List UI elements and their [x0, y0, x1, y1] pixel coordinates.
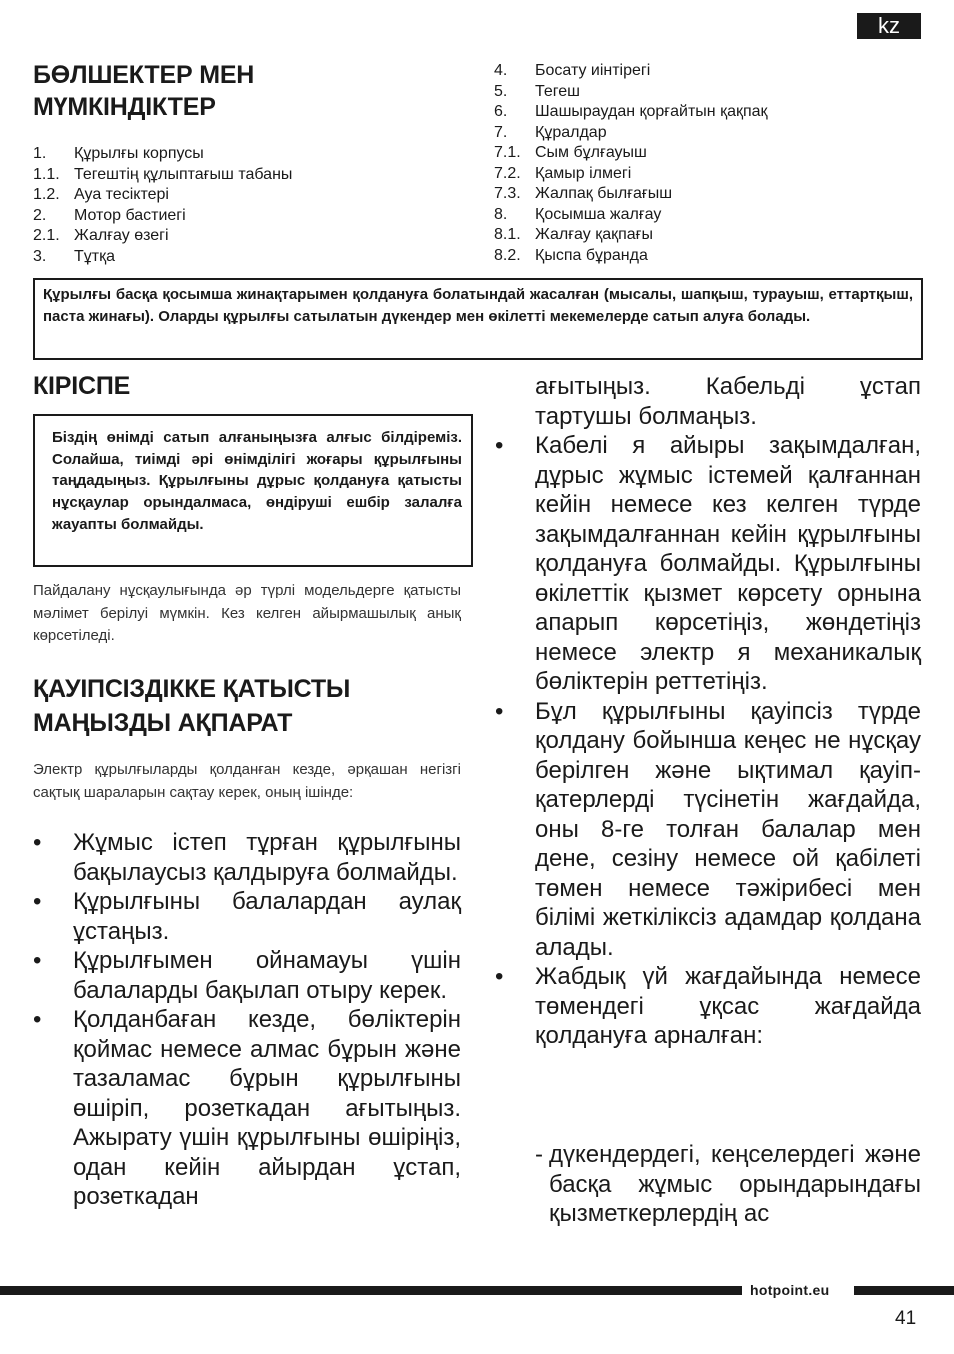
bullet-text: Құрылғыны балалардан аулақ ұстаңыз. — [73, 888, 461, 945]
bullet-item — [33, 887, 461, 946]
part-label: Жалпақ былғағыш — [535, 185, 673, 202]
footer-site-link[interactable]: hotpoint.eu — [750, 1282, 830, 1298]
bullet-marker: • — [495, 963, 504, 990]
part-item — [33, 206, 292, 227]
part-label: Шашыраудан қорғайтын қақпақ — [535, 103, 768, 120]
bullet-marker: • — [495, 432, 504, 459]
bullet-item — [495, 697, 921, 963]
bullet-text: Бұл құрылғыны қауіпсіз түрде қолдану бойынша кеңес не нұсқау берілген және ықтимал қауіп-қатерлерді түсінетін жағдайда, оны 8-ге толған балалар мен дене, сезіну немесе ой қабілеті төмен немесе тәжірибесі мен білімі жеткіліксіз адамдар қолдана алады. — [535, 697, 921, 961]
part-item — [494, 246, 768, 267]
safety-bullets-right — [495, 431, 921, 1051]
part-number: 1. — [33, 145, 47, 162]
safety-title-line1: ҚАУІПСІЗДІККЕ ҚАТЫСТЫ — [33, 675, 351, 703]
safety-title — [33, 672, 350, 740]
bullet-item — [33, 1005, 461, 1212]
bullet-text: Қолданбаған кезде, бөліктерін қоймас немесе алмас бұрын және тазаламас бұрын құрылғыны өшіріп, розеткадан ағытыңыз. Ажырату үшін құрылғыны өшіріңіз, одан кейін айырдан ұстап, розеткадан — [73, 1006, 461, 1210]
bullet-continuation: ағытыңыз. Кабельді ұстап тартушы болмаңыз. — [535, 373, 921, 430]
bullet-item — [495, 431, 921, 697]
bullet-text: Жабдық үй жағдайында немесе төмендегі ұқсас жағдайда қолдануға арналған: — [535, 963, 921, 1049]
part-label: Құрылғы корпусы — [74, 145, 204, 162]
part-item — [494, 61, 768, 82]
bullet-marker: • — [495, 697, 504, 725]
part-label: Қосымша жалғау — [535, 205, 662, 223]
part-item — [494, 225, 768, 246]
bullet-marker: • — [33, 829, 42, 856]
bullet-marker: • — [33, 1006, 42, 1033]
part-label: Жалғау өзегі — [74, 227, 169, 244]
parts-title-line1: БӨЛШЕКТЕР МЕН — [33, 61, 255, 89]
part-item — [494, 102, 768, 123]
page-number: 41 — [895, 1308, 917, 1329]
part-number: 8.1. — [494, 226, 521, 243]
footer-rule-left — [0, 1286, 742, 1295]
part-item — [33, 144, 292, 165]
part-item — [33, 165, 292, 186]
part-item — [494, 123, 768, 144]
bullet-item — [33, 946, 461, 1005]
bullet-marker: • — [33, 888, 42, 915]
parts-list-right — [494, 61, 768, 266]
parts-list-left — [33, 144, 292, 267]
intro-paragraph: Пайдалану нұсқаулығында әр түрлі модельдерге қатысты мәлімет берілуі мүмкін. Кез келген айырмашылық анық көрсетіледі. — [33, 582, 461, 644]
bullet-text: Кабелі я айыры зақымдалған, дұрыс жұмыс істемей қалғаннан кейін немесе кез келген түрде зақымдалғаннан кейін құрылғыны қолдануға болмайды. Құрылғыны өкілеттік қызмет көрсету орнына апарып көрсетіңіз, жөндетіңіз немесе электр я механикалық бөліктерін реттетіңіз. — [535, 432, 921, 695]
part-number: 7.2. — [494, 164, 521, 182]
dash-marker: - — [535, 1141, 543, 1168]
accessory-note-box: Құрылғы басқа қосымша жинақтарымен қолдануға болатындай жасалған (мысалы, шапқыш, турауыш, еттартқыш, паста жинағы). Оларды құрылғы сатылатын дүкендер мен өкілетті мекемелерде сатып алуға болады. — [33, 278, 923, 360]
part-item — [494, 164, 768, 185]
bullet-marker: • — [33, 947, 42, 974]
part-label: Құралдар — [535, 123, 607, 141]
safety-title-line2: МАҢЫЗДЫ АҚПАРАТ — [33, 709, 293, 737]
safety-bullets-left — [33, 828, 461, 1212]
part-number: 1.1. — [33, 165, 60, 183]
part-item — [494, 82, 768, 103]
part-item — [33, 247, 292, 268]
part-label: Ауа тесіктері — [74, 186, 169, 203]
part-label: Жалғау қақпағы — [535, 226, 653, 243]
parts-title-line2: МҮМКІНДІКТЕР — [33, 93, 216, 121]
part-number: 3. — [33, 247, 47, 265]
bullet-item — [33, 828, 461, 887]
part-label: Босату иінтірегі — [535, 62, 651, 79]
part-label: Тегеш — [535, 82, 580, 100]
part-number: 8. — [494, 205, 508, 223]
part-label: Қамыр ілмегі — [535, 164, 632, 182]
bullet-text: Жұмыс істеп тұрған құрылғыны бақылаусыз қалдыруға болмайды. — [73, 829, 461, 886]
part-number: 4. — [494, 62, 508, 79]
intro-note-box: Біздің өнімді сатып алғаныңызға алғыс білдіреміз. Солайша, тиімді әрі өнімділігі жоғары құрылғыны таңдадыңыз. Құрылғыны дұрыс қолдануға қатысты нұсқаулар орындалмаса, өндіруші ешбір залалға жауапты болмайды. — [33, 414, 473, 567]
bullet-item — [495, 962, 921, 1051]
part-item — [494, 205, 768, 226]
part-item — [494, 143, 768, 164]
part-item — [494, 184, 768, 205]
part-number: 5. — [494, 82, 508, 100]
part-number: 8.2. — [494, 246, 521, 264]
part-item — [33, 226, 292, 247]
part-label: Қыспа бұранда — [535, 246, 648, 264]
bullet-text: Құрылғымен ойнамауы үшін балаларды бақылап отыру керек. — [73, 947, 461, 1004]
part-number: 6. — [494, 103, 508, 120]
part-number: 7.1. — [494, 144, 521, 161]
part-number: 2. — [33, 206, 47, 224]
part-number: 7.3. — [494, 185, 521, 202]
part-label: Мотор бастиегі — [74, 206, 186, 224]
language-badge: kz — [857, 13, 921, 39]
parts-title — [33, 59, 254, 123]
part-label: Тұтқа — [74, 247, 115, 265]
sub-item — [535, 1140, 921, 1229]
part-label: Сым бұлғауыш — [535, 144, 647, 161]
part-number: 1.2. — [33, 186, 60, 203]
intro-title: КІРІСПЕ — [33, 372, 131, 400]
part-label: Тегештің құлыптағыш табаны — [74, 165, 293, 183]
part-number: 2.1. — [33, 227, 60, 244]
part-number: 7. — [494, 123, 508, 141]
footer-rule-right — [854, 1286, 954, 1295]
safety-paragraph: Электр құрылғыларды қолданған кезде, әрқашан негізгі сақтық шараларын сақтау керек, оның ішінде: — [33, 761, 461, 801]
part-item — [33, 185, 292, 206]
sub-item-text: дүкендердегі, кеңселердегі және басқа жұмыс орындарындағы қызметкерлердің ас — [549, 1141, 921, 1227]
